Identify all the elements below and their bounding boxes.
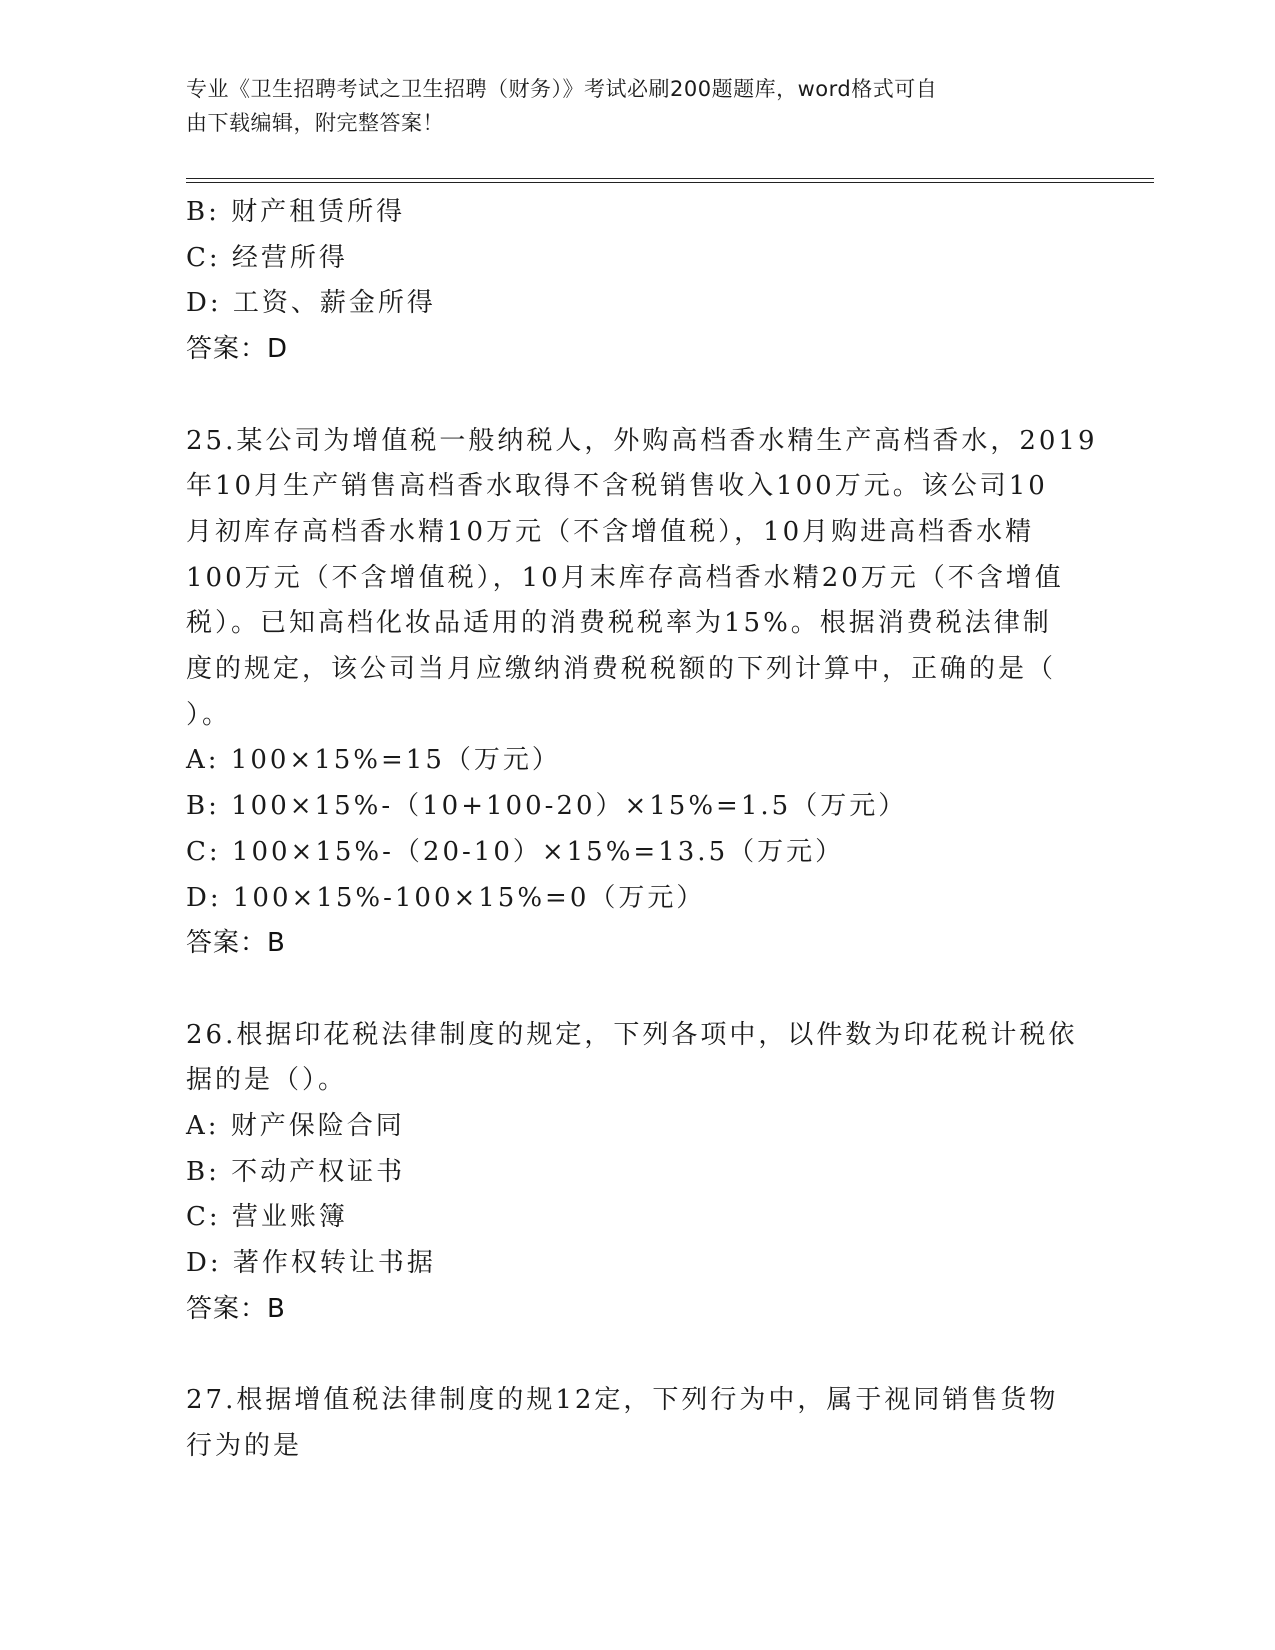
- q24-answer: 答案：D: [186, 334, 289, 365]
- q27-stem-line: 27.根据增值税法律制度的规12定，下列行为中，属于视同销售货物: [186, 1385, 1059, 1416]
- q25-stem-line: 年10月生产销售高档香水取得不含税销售收入100万元。该公司10: [186, 471, 1048, 502]
- q24-option-d: D: 工资、薪金所得: [186, 288, 436, 319]
- spacer: [186, 967, 1086, 1013]
- q26-stem-line: 据的是（）。: [186, 1065, 348, 1096]
- q24-option-c: C: 经营所得: [186, 242, 348, 273]
- q25-stem-line: 税）。已知高档化妆品适用的消费税税率为15%。根据消费税法律制: [186, 608, 1052, 639]
- q26-option-a: A: 财产保险合同: [186, 1111, 405, 1142]
- q26-option-c: C: 营业账簿: [186, 1202, 348, 1233]
- question-27: [186, 1378, 1086, 1469]
- header-divider-bottom: [186, 182, 1154, 183]
- q25-option-a: A: 100×15%=15（万元）: [186, 745, 561, 776]
- question-26: [186, 1013, 1086, 1333]
- q25-stem-line: 100万元（不含增值税），10月末库存高档香水精20万元（不含增值: [186, 562, 1064, 593]
- question-24: [186, 190, 1086, 373]
- q25-answer: 答案：B: [186, 928, 286, 959]
- document-body: [186, 190, 1098, 1470]
- q26-stem-line: 26.根据印花税法律制度的规定，下列各项中，以件数为印花税计税依: [186, 1019, 1078, 1050]
- q25-stem-line: 月初库存高档香水精10万元（不含增值税），10月购进高档香水精: [186, 516, 1035, 547]
- spacer: [186, 373, 1086, 419]
- header-line-1: 专业《卫生招聘考试之卫生招聘（财务）》考试必刷200题题库，word格式可自: [186, 77, 938, 101]
- q25-stem-line: 25.某公司为增值税一般纳税人，外购高档香水精生产高档香水，2019: [186, 425, 1098, 456]
- q26-option-b: B: 不动产权证书: [186, 1156, 406, 1187]
- question-25: [186, 419, 1098, 967]
- q25-option-d: D: 100×15%-100×15%=0（万元）: [186, 882, 706, 913]
- q25-option-b: B: 100×15%-（10+100-20）×15%=1.5（万元）: [186, 791, 908, 822]
- spacer: [186, 1333, 1086, 1379]
- header-divider-top: [186, 178, 1154, 179]
- q25-option-c: C: 100×15%-（20-10）×15%=13.5（万元）: [186, 836, 845, 867]
- q25-stem-line: 度的规定，该公司当月应缴纳消费税税额的下列计算中，正确的是（: [186, 654, 1057, 685]
- q24-option-b: B: 财产租赁所得: [186, 197, 406, 227]
- header-line-2: 由下载编辑，附完整答案！: [186, 111, 444, 135]
- q26-answer: 答案：B: [186, 1293, 286, 1324]
- q27-stem-line: 行为的是: [186, 1430, 303, 1461]
- q26-option-d: D: 著作权转让书据: [186, 1248, 436, 1279]
- q25-stem-line: ）。: [186, 699, 232, 730]
- document-header: [186, 72, 1066, 140]
